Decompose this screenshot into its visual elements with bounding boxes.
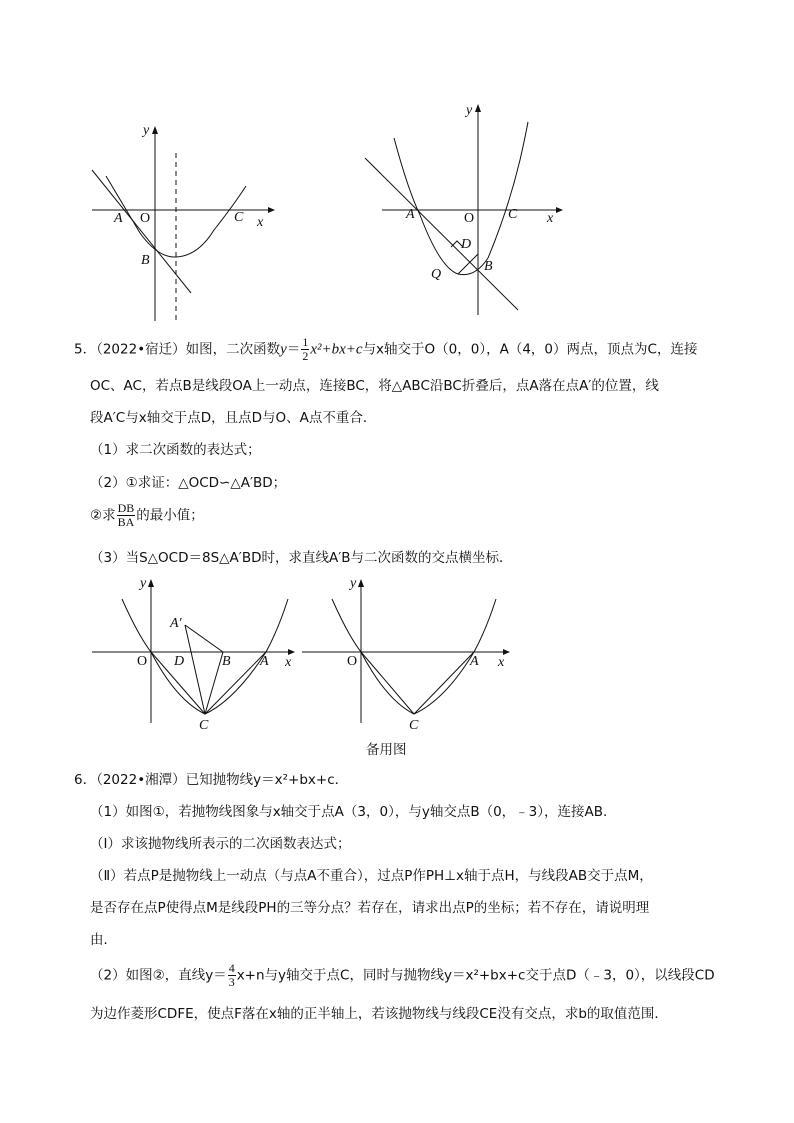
problem5-fraction [301,336,309,363]
fraction-numerator: 4 [228,961,235,975]
fraction-numerator: 1 [302,335,309,349]
point-c-label: C [508,207,518,222]
point-o-label: O [137,654,148,669]
figure-top-right [360,100,565,320]
x-axis-label: x [547,211,554,226]
figure-top-left [88,118,278,323]
problem5-q2a: （2）①求证：△OCD∽△A′BD； [90,475,287,491]
figure-p5-right [300,575,515,740]
problem6-q1-ii-line3: 由． [90,932,117,948]
fraction-denominator: BA [117,515,135,529]
point-a-label: A [260,654,269,669]
fraction-numerator: DB [117,501,135,515]
problem5-func-y: y [280,341,287,358]
problem6-q1-ii-line1: （Ⅱ）若点P是抛物线上一动点（与点A不重合），过点P作PH⊥x轴于点H，与线段AB交于点M， [90,868,653,884]
y-axis-label: y [350,576,357,591]
point-o-label: O [464,211,475,226]
problem5-head: 5．（2022•宿迁）如图，二次函数 [74,341,281,358]
y-axis-label: y [466,103,473,118]
problem5-line1 [74,336,697,363]
point-b-label: B [484,259,493,274]
problem6-q2-line1 [90,962,715,989]
problem5-q2b [90,502,204,529]
figure-caption: 备用图 [366,742,407,758]
problem5-q3: （3）当S△OCD＝8S△A′BD时，求直线A′B与二次函数的交点横坐标． [90,550,513,566]
y-axis-label: y [143,123,150,138]
point-d-label: D [461,237,472,252]
q2b-tail: 的最小值； [136,507,204,524]
problem5-q1: （1）求二次函数的表达式； [90,442,261,458]
point-c-label: C [199,718,209,733]
point-a-label: A [470,654,479,669]
point-a-label: A [406,207,415,222]
point-b-label: B [141,253,150,268]
problem5-eq: ＝ [286,341,301,358]
problem6-q1: （1）如图①，若抛物线图象与x轴交于点A（3，0），与y轴交点B（0，﹣3），连接AB． [90,804,617,820]
x-axis-label: x [285,655,292,670]
problem6-q2-line2: 为边作菱形CDFE，使点F落在x轴的正半轴上，若该抛物线与线段CE没有交点，求b的取值范围． [90,1006,668,1022]
problem5-func-rest: x²+bx+c [310,341,363,358]
point-c-label: C [409,718,419,733]
fraction-denominator: 2 [302,349,309,363]
q2b-head: ②求 [90,507,116,524]
problem5-line1-tail: 与x轴交于O（0，0），A（4，0）两点，顶点为C，连接 [362,341,698,358]
point-d-label: D [174,654,185,669]
q2-fraction [228,962,236,989]
q2-tail: x+n与y轴交于点C，同时与抛物线y＝x²+bx+c交于点D（﹣3，0），以线段CD [236,967,715,984]
point-q-label: Q [431,267,442,282]
point-a-label: A [114,211,123,226]
problem5-line3: 段A′C与x轴交于点D，且点D与O、A点不重合． [90,410,377,426]
point-o-label: O [347,654,358,669]
x-axis-label: x [498,655,505,670]
problem6-q1-i: （Ⅰ）求该抛物线所表示的二次函数表达式； [90,836,351,852]
point-o-label: O [140,211,151,226]
problem5-line2: OC、AC，若点B是线段OA上一动点，连接BC，将△ABC沿BC折叠后，点A落在点A′的位置，线 [90,378,659,394]
figure-p5-left [90,575,305,740]
problem6-head: 6．（2022•湘潭）已知抛物线y＝x²+bx+c． [74,772,349,788]
point-a-prime-label: A′ [170,616,182,631]
point-b-label: B [222,654,231,669]
x-axis-label: x [257,215,264,230]
point-c-label: C [234,210,244,225]
q2b-fraction [117,502,136,529]
q2-head: （2）如图②，直线y＝ [90,967,227,984]
y-axis-label: y [140,576,147,591]
problem6-q1-ii-line2: 是否存在点P使得点M是线段PH的三等分点？若存在，请求出点P的坐标；若不存在，请说明理 [90,900,650,916]
fraction-denominator: 3 [228,975,235,989]
